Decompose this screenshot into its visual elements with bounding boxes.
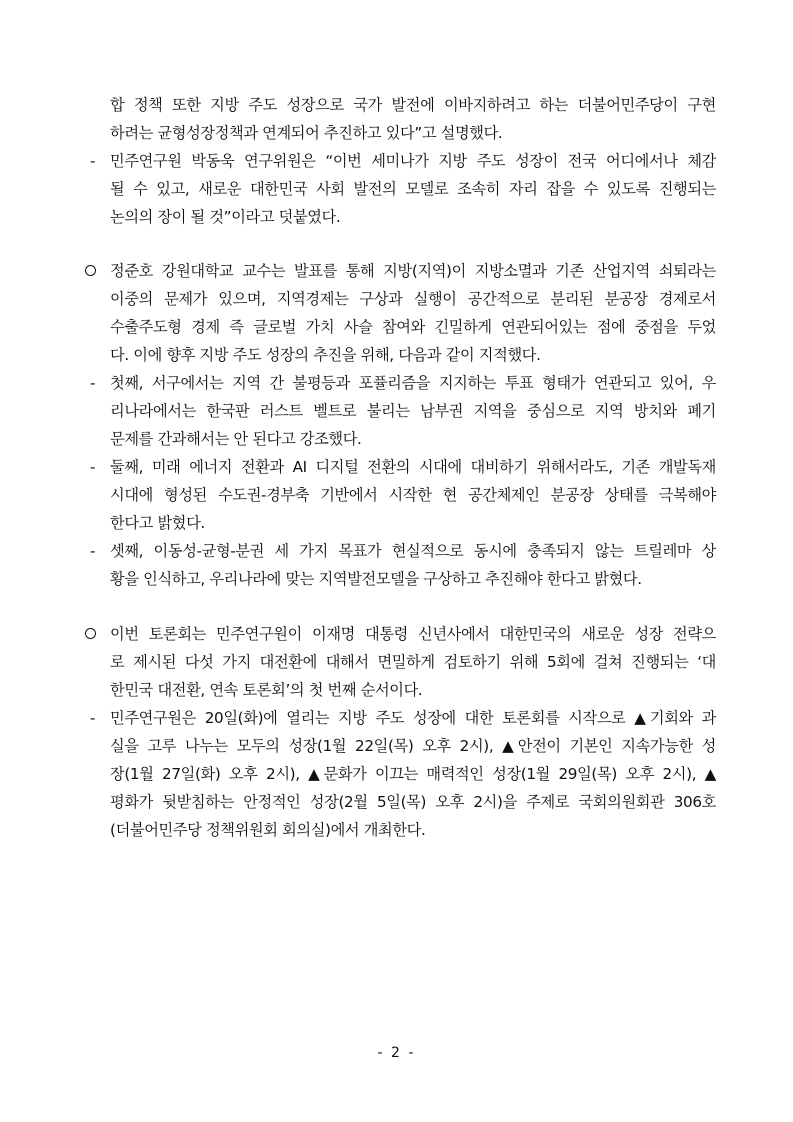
dash-bullet: - [90,709,96,727]
paragraph-line: 정준호 강원대학교 교수는 발표를 통해 지방(지역)이 지방소멸과 기존 산업지역 쇠퇴라는 [110,262,716,280]
list-item-line: 평화가 뒷받침하는 안정적인 성장(2월 5일(목) 오후 2시)을 주제로 국회의원회관 306호 [110,793,716,811]
list-item-line: 셋째, 이동성-균형-분권 세 가지 목표가 현실적으로 동시에 충족되지 않는 트릴레마 상 [110,542,716,560]
paragraph-line: 수출주도형 경제 즉 글로벌 가치 사슬 참여와 긴밀하게 연관되어있는 점에 중점을 두었 [110,318,716,336]
circle-bullet-icon [85,265,96,276]
paragraph-line: 로 제시된 다섯 가지 대전환에 대해서 면밀하게 검토하기 위해 5회에 걸쳐 진행되는 ‘대 [110,653,716,671]
list-item-line: 될 수 있고, 새로운 대한민국 사회 발전의 모델로 조속히 자리 잡을 수 있도록 진행되는 [110,180,716,198]
dash-bullet: - [90,458,96,476]
paragraph-line: 한민국 대전환, 연속 토론회’의 첫 번째 순서이다. [110,681,423,699]
list-item-line: 민주연구원은 20일(화)에 열리는 지방 주도 성장에 대한 토론회를 시작으로 ▲기회와 과 [110,709,716,727]
paragraph-line: 하려는 균형성장정책과 연계되어 추진하고 있다”고 설명했다. [110,124,503,142]
dash-bullet: - [90,542,96,560]
list-item-line: 민주연구원 박동욱 연구위원은 “이번 세미나가 지방 주도 성장이 전국 어디에서나 체감 [110,152,716,170]
list-item-line: 시대에 형성된 수도권-경부축 기반에서 시작한 현 공간체제인 분공장 상태를 극복해야 [110,486,716,504]
list-item-line: 첫째, 서구에서는 지역 간 불평등과 포퓰리즘을 지지하는 투표 형태가 연관되고 있어, 우 [110,374,716,392]
list-item-line: 리나라에서는 한국판 러스트 벨트로 불리는 남부권 지역을 중심으로 지역 방치와 폐기 [110,402,716,420]
list-item-line: 장(1월 27일(화) 오후 2시), ▲문화가 이끄는 매력적인 성장(1월 29일(목) 오후 2시), ▲ [110,765,716,783]
list-item-line: 한다고 밝혔다. [110,514,205,532]
list-item-line: 황을 인식하고, 우리나라에 맞는 지역발전모델을 구상하고 추진해야 한다고 밝혔다. [110,570,642,588]
circle-bullet-icon [85,628,96,639]
list-item-line: 실을 고루 나누는 모두의 성장(1월 22일(목) 오후 2시), ▲안전이 기본인 지속가능한 성 [110,737,716,755]
list-item-line: 둘째, 미래 에너지 전환과 AI 디지털 전환의 시대에 대비하기 위해서라도, 기존 개발독재 [110,458,716,476]
list-item-line: 문제를 간과해서는 안 된다고 강조했다. [110,430,362,448]
paragraph-line: 다. 이에 향후 지방 주도 성장의 추진을 위해, 다음과 같이 지적했다. [110,346,541,364]
dash-bullet: - [90,152,96,170]
list-item-line: 논의의 장이 될 것”이라고 덧붙였다. [110,208,341,226]
paragraph-line: 이중의 문제가 있으며, 지역경제는 구상과 실행이 공간적으로 분리된 분공장 경제로서 [110,290,716,308]
paragraph-line: 이번 토론회는 민주연구원이 이재명 대통령 신년사에서 대한민국의 새로운 성장 전략으 [110,625,716,643]
page-number: - 2 - [377,1045,416,1061]
paragraph-line: 합 정책 또한 지방 주도 성장으로 국가 발전에 이바지하려고 하는 더불어민주당이 구현 [110,96,716,114]
list-item-line: (더불어민주당 정책위원회 회의실)에서 개최한다. [110,821,426,839]
dash-bullet: - [90,374,96,392]
